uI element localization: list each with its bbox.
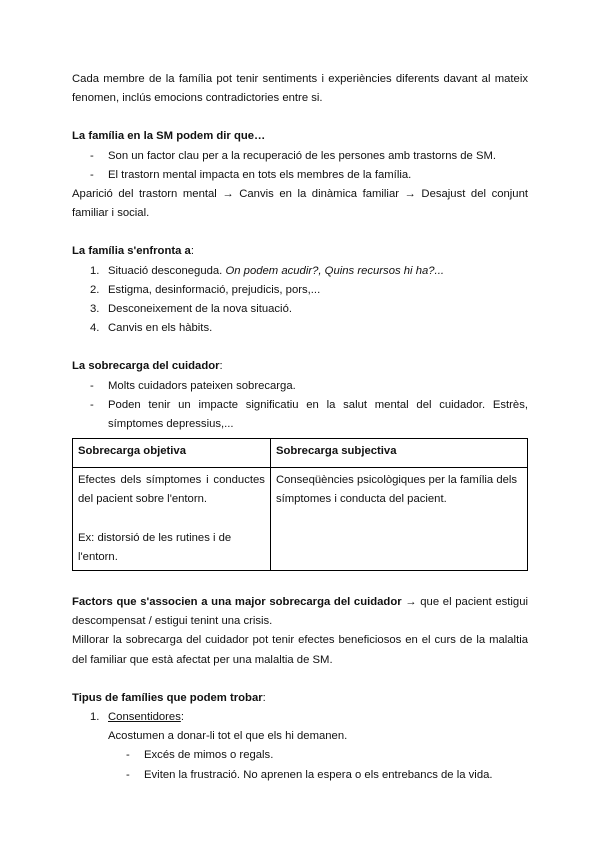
- list-item: - Son un factor clau per a la recuperació de les persones amb trastorns de SM.: [90, 149, 497, 162]
- list-item: 3. Desconeixement de la nova situació.: [90, 303, 292, 316]
- list-item: - Eviten la frustració. No aprenen la espera o els entrebancs de la vida.: [126, 768, 493, 781]
- list-item: - Poden tenir un impacte significatiu en la salut mental del cuidador. Estrès, símptomes depressius,...: [90, 398, 528, 431]
- table-cell-subjective: Conseqüències psicològiques per la família dels símptomes i conducta del pacient.: [270, 468, 527, 571]
- table-header-objective: Sobrecarga objetiva: [73, 439, 271, 468]
- table-header-row: [73, 439, 528, 468]
- list-item: - El trastorn mental impacta en tots els membres de la família.: [90, 168, 412, 181]
- section-heading-family-sm: La família en la SM podem dir que…: [72, 130, 266, 143]
- caregiver-burden-list: [72, 377, 528, 435]
- list-item: 2. Estigma, desinformació, prejudicis, pors,...: [90, 283, 321, 296]
- list-item: - Excés de mimos o regals.: [126, 749, 274, 762]
- section-heading-family-types: Tipus de famílies que podem trobar:: [72, 691, 266, 704]
- list-item: 4. Canvis en els hàbits.: [90, 322, 213, 335]
- document-page: [72, 70, 528, 785]
- family-sm-list: [72, 147, 528, 185]
- intro-paragraph: Cada membre de la família pot tenir sentiments i experiències diferents davant al mateix fenomen, inclús emocions contradictories entre si.: [72, 73, 528, 105]
- table-cell-objective: Efectes dels símptomes i conductes del pacient sobre l'entorn. Ex: distorsió de les rutines i de l'entorn.: [73, 468, 271, 571]
- list-item: 1. Situació desconeguda. On podem acudir?, Quins recursos hi ha?...: [90, 264, 444, 277]
- improvement-paragraph: Millorar la sobrecarga del cuidador pot tenir efectes beneficiosos en el curs de la malaltia del familiar que està afectat per una malaltia de SM.: [72, 634, 528, 666]
- family-type-subitems: [72, 746, 528, 784]
- burden-comparison-table: [72, 438, 528, 571]
- list-item: 1. Consentidores:: [90, 711, 184, 724]
- table-header-subjective: Sobrecarga subjectiva: [270, 439, 527, 468]
- family-type-description: Acostumen a donar-li tot el que els hi demanen.: [108, 730, 348, 743]
- section-heading-caregiver-burden: La sobrecarga del cuidador:: [72, 360, 223, 373]
- disorder-flow-note: Aparició del trastorn mental → Canvis en la dinàmica familiar → Desajust del conjunt familiar i social.: [72, 188, 528, 220]
- table-row: [73, 468, 528, 571]
- family-types-list: [72, 708, 528, 727]
- list-item: - Molts cuidadors pateixen sobrecarga.: [90, 379, 296, 392]
- section-heading-family-faces: La família s'enfronta a:: [72, 245, 194, 258]
- factors-paragraph: Factors que s'associen a una major sobrecarga del cuidador → que el pacient estigui descompensat / estigui tenint una crisis.: [72, 596, 529, 628]
- family-faces-list: [72, 262, 528, 339]
